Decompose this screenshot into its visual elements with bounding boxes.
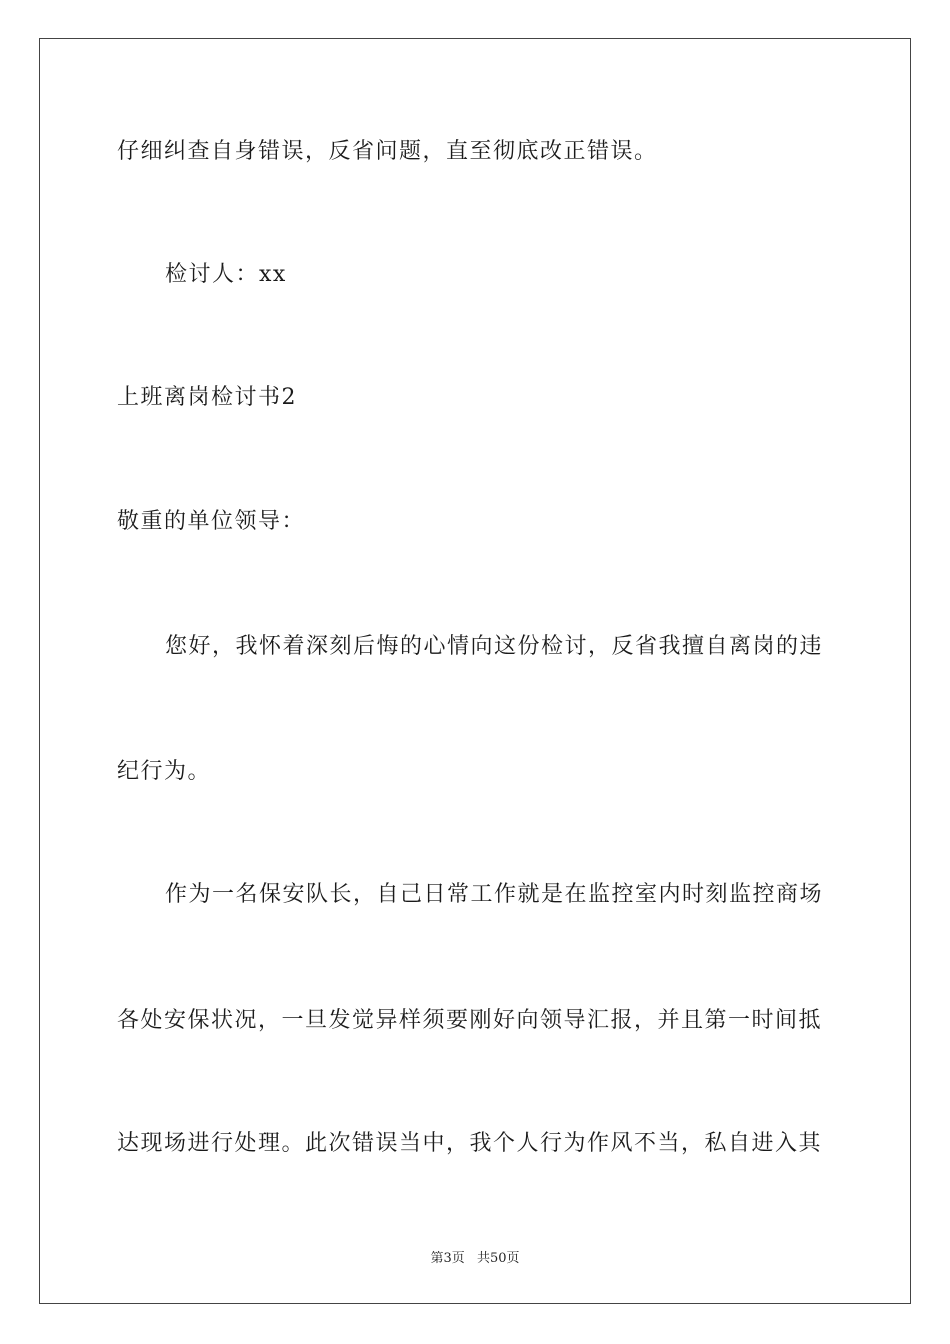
paragraph-line-6: 纪行为。 [117,759,212,784]
section-title: 上班离岗检讨书2 [117,385,297,410]
paragraph-line-9: 达现场进行处理。此次错误当中，我个人行为作风不当，私自进入其 [117,1131,823,1156]
page-number: 第3页 [430,1251,465,1266]
page-total: 共50页 [476,1251,520,1266]
paragraph-line-8: 各处安保状况，一旦发觉异样须要刚好向领导汇报，并且第一时间抵 [117,1008,823,1033]
paragraph-line-5: 您好，我怀着深刻后悔的心情向这份检讨，反省我擅自离岗的违 [165,634,824,659]
paragraph-line-1: 仔细纠查自身错误，反省问题，直至彻底改正错误。 [117,139,658,164]
page-footer [0,1247,950,1266]
salutation-line: 敬重的单位领导： [117,509,306,534]
paragraph-line-7: 作为一名保安队长，自己日常工作就是在监控室内时刻监控商场 [165,882,824,907]
signature-line: 检讨人：xx [165,262,287,287]
page-frame [39,38,911,1304]
